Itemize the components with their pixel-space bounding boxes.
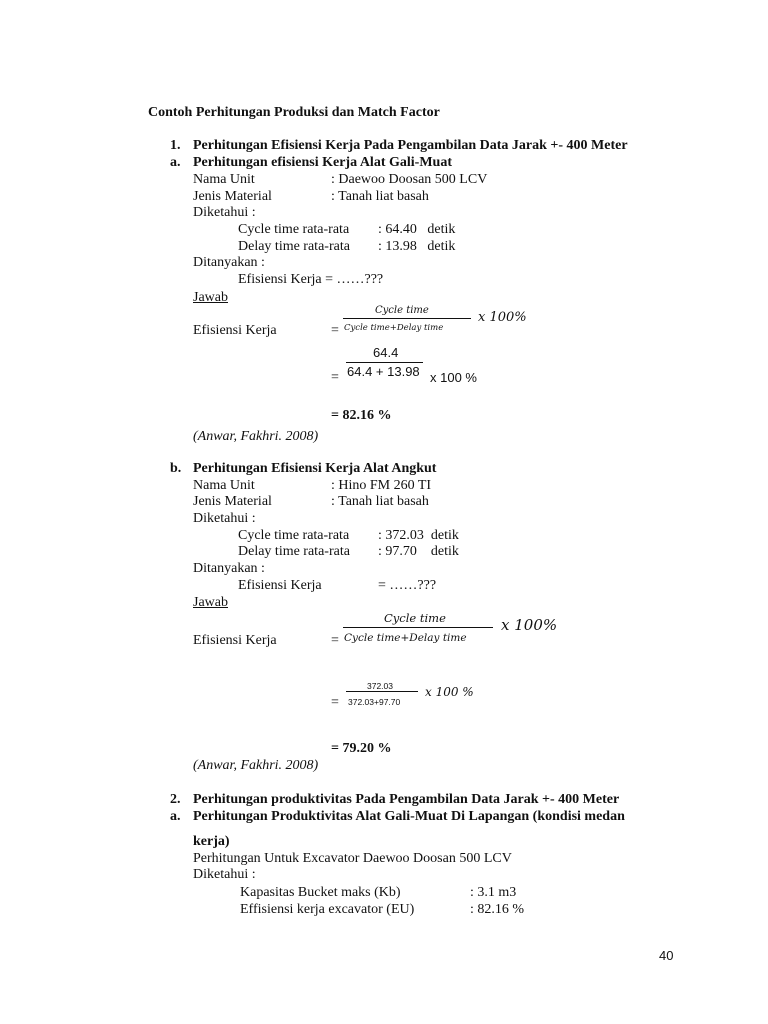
subsection-1a-heading: Perhitungan efisiensi Kerja Alat Gali-Muat [193, 155, 452, 170]
equals-sign: = [331, 695, 339, 710]
diketahui-label: Diketahui : [193, 511, 256, 526]
formula-multiplier: x 100% [501, 616, 558, 634]
delay-time-label: Delay time rata-rata [238, 239, 350, 254]
efisiensi-question-value: = ……??? [378, 578, 437, 593]
diketahui-label: Diketahui : [193, 205, 256, 220]
subsection-2a-heading: Perhitungan Produktivitas Alat Gali-Muat Di Lapangan (kondisi medan [193, 809, 625, 824]
result-value: = 79.20 % [331, 741, 392, 756]
formula-numerator: 64.4 [373, 345, 399, 360]
eu-value: : 82.16 % [470, 902, 525, 917]
nama-unit-value: : Daewoo Doosan 500 LCV [331, 172, 488, 187]
formula-multiplier: x 100% [478, 310, 527, 325]
jawab-label: Jawab [193, 595, 228, 610]
subsection-1b-heading: Perhitungan Efisiensi Kerja Alat Angkut [193, 461, 437, 476]
page-title: Contoh Perhitungan Produksi dan Match Factor [148, 105, 440, 120]
fraction-bar [346, 362, 423, 363]
formula-denominator: 64.4 + 13.98 [347, 364, 420, 379]
ditanyakan-label: Ditanyakan : [193, 561, 265, 576]
efisiensi-kerja-label: Efisiensi Kerja [193, 633, 277, 648]
efisiensi-question-label: Efisiensi Kerja [238, 578, 322, 593]
formula-denominator: Cycle time+Delay time [344, 323, 444, 333]
efisiensi-kerja-label: Efisiensi Kerja [193, 323, 277, 338]
kb-value: : 3.1 m3 [470, 885, 517, 900]
jenis-material-label: Jenis Material [193, 494, 272, 509]
fraction-bar [343, 318, 471, 319]
fraction-bar [343, 627, 493, 628]
jenis-material-value: : Tanah liat basah [331, 494, 429, 509]
delay-time-label: Delay time rata-rata [238, 544, 350, 559]
jawab-label: Jawab [193, 290, 228, 305]
citation: (Anwar, Fakhri. 2008) [193, 429, 319, 444]
formula-denominator: 372.03+97.70 [348, 697, 401, 707]
subsection-1a-letter: a. [170, 155, 181, 170]
formula-multiplier: x 100 % [430, 370, 477, 385]
citation: (Anwar, Fakhri. 2008) [193, 758, 319, 773]
fraction-bar [346, 691, 418, 692]
equals-sign: = [331, 633, 339, 648]
subsection-2a-heading-cont: kerja) [193, 834, 230, 849]
cycle-time-label: Cycle time rata-rata [238, 222, 350, 237]
nama-unit-value: : Hino FM 260 TI [331, 478, 432, 493]
delay-time-value: : 13.98 detik [378, 239, 456, 254]
formula-multiplier: x 100 % [425, 685, 474, 699]
cycle-time-label: Cycle time rata-rata [238, 528, 350, 543]
formula-numerator: Cycle time [375, 305, 429, 316]
equals-sign: = [331, 370, 339, 385]
formula-numerator: Cycle time [384, 611, 446, 625]
subsection-1b-letter: b. [170, 461, 182, 476]
formula-denominator: Cycle time+Delay time [344, 632, 467, 644]
jenis-material-label: Jenis Material [193, 189, 272, 204]
nama-unit-label: Nama Unit [193, 172, 255, 187]
cycle-time-value: : 372.03 detik [378, 528, 459, 543]
jenis-material-value: : Tanah liat basah [331, 189, 429, 204]
efisiensi-question: Efisiensi Kerja = ……??? [238, 272, 384, 287]
section-2-number: 2. [170, 792, 181, 807]
page-number: 40 [659, 948, 674, 963]
formula-numerator: 372.03 [367, 681, 393, 691]
section-2-heading: Perhitungan produktivitas Pada Pengambilan Data Jarak +- 400 Meter [193, 792, 620, 807]
result-value: = 82.16 % [331, 408, 392, 423]
ditanyakan-label: Ditanyakan : [193, 255, 265, 270]
delay-time-value: : 97.70 detik [378, 544, 459, 559]
nama-unit-label: Nama Unit [193, 478, 255, 493]
section-1-heading: Perhitungan Efisiensi Kerja Pada Pengambilan Data Jarak +- 400 Meter [193, 138, 628, 153]
subsection-2a-letter: a. [170, 809, 181, 824]
eu-label: Effisiensi kerja excavator (EU) [240, 902, 415, 917]
kb-label: Kapasitas Bucket maks (Kb) [240, 885, 401, 900]
equals-sign: = [331, 323, 339, 338]
intro-text: Perhitungan Untuk Excavator Daewoo Doosan 500 LCV [193, 851, 512, 866]
diketahui-label: Diketahui : [193, 867, 256, 882]
cycle-time-value: : 64.40 detik [378, 222, 456, 237]
section-1-number: 1. [170, 138, 181, 153]
